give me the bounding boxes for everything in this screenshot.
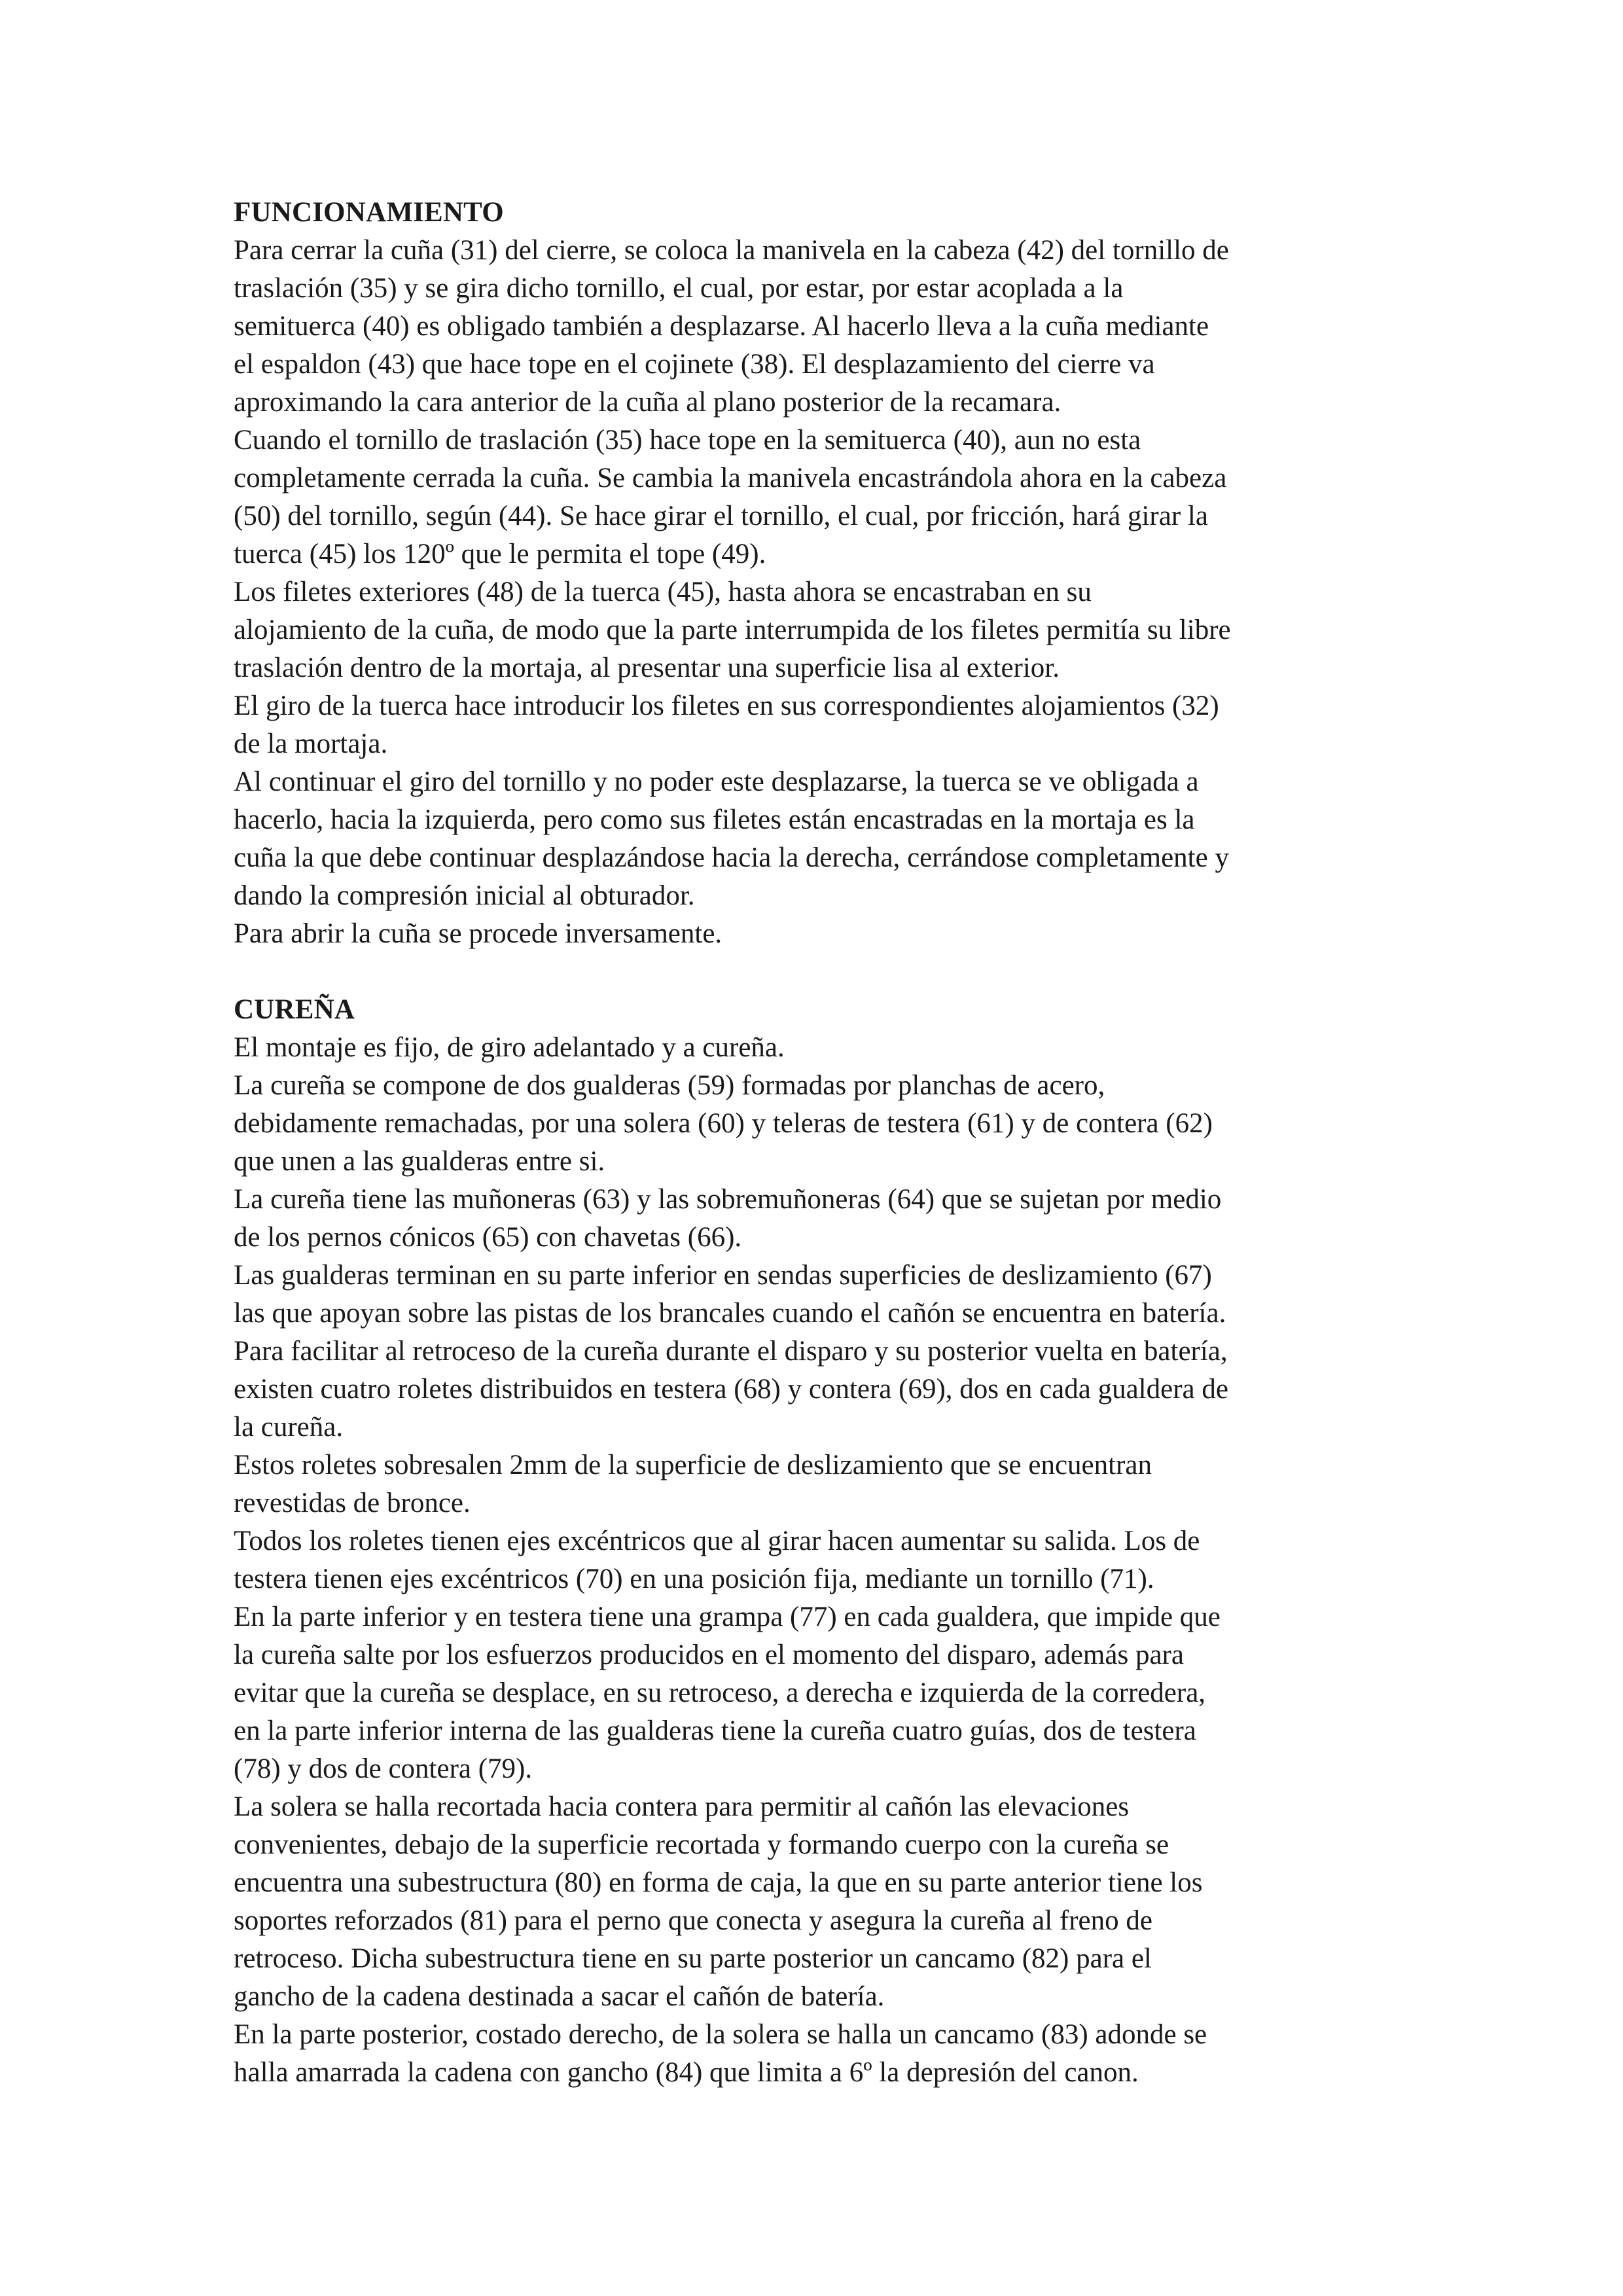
text-line: la cureña salte por los esfuerzos producidos en el momento del disparo, además para bbox=[234, 1640, 1184, 1670]
text-line: alojamiento de la cuña, de modo que la parte interrumpida de los filetes permitía su libre bbox=[234, 615, 1231, 645]
text-line: tuerca (45) los 120º que le permita el tope (49). bbox=[234, 539, 766, 569]
text-line: El giro de la tuerca hace introducir los filetes en sus correspondientes alojamientos (32) bbox=[234, 691, 1219, 721]
text-line: Cuando el tornillo de traslación (35) hace tope en la semituerca (40), aun no esta bbox=[234, 425, 1141, 456]
text-line: traslación dentro de la mortaja, al presentar una superficie lisa al exterior. bbox=[234, 653, 1060, 683]
paragraph bbox=[234, 1598, 1425, 1788]
paragraph bbox=[234, 1446, 1425, 1522]
document-body bbox=[234, 194, 1425, 2092]
text-line: Para cerrar la cuña (31) del cierre, se coloca la manivela en la cabeza (42) del tornillo de bbox=[234, 235, 1229, 266]
text-line: Las gualderas terminan en su parte inferior en sendas superficies de deslizamiento (67) bbox=[234, 1260, 1212, 1291]
text-line: de la mortaja. bbox=[234, 728, 388, 759]
text-line: de los pernos cónicos (65) con chavetas (66). bbox=[234, 1222, 742, 1253]
paragraph bbox=[234, 2016, 1425, 2092]
paragraph bbox=[234, 1029, 1425, 1067]
text-line: testera tienen ejes excéntricos (70) en una posición fija, mediante un tornillo (71). bbox=[234, 1564, 1154, 1594]
text-line: traslación (35) y se gira dicho tornillo, el cual, por estar, por estar acoplada a la bbox=[234, 273, 1124, 304]
text-line: Para abrir la cuña se procede inversamente. bbox=[234, 918, 722, 949]
text-line: La cureña se compone de dos gualderas (59) formadas por planchas de acero, bbox=[234, 1070, 1105, 1101]
text-line: halla amarrada la cadena con gancho (84) que limita a 6º la depresión del canon. bbox=[234, 2057, 1139, 2088]
paragraph bbox=[234, 1181, 1425, 1257]
sections-container bbox=[234, 194, 1425, 2092]
text-line: La solera se halla recortada hacia contera para permitir al cañón las elevaciones bbox=[234, 1791, 1130, 1822]
paragraph bbox=[234, 1067, 1425, 1181]
text-line: El montaje es fijo, de giro adelantado y a cureña. bbox=[234, 1032, 785, 1063]
text-line: la cureña. bbox=[234, 1412, 344, 1443]
text-line: En la parte posterior, costado derecho, de la solera se halla un cancamo (83) adonde se bbox=[234, 2019, 1207, 2050]
text-line: dando la compresión inicial al obturador. bbox=[234, 880, 695, 911]
section-heading: FUNCIONAMIENTO bbox=[234, 197, 504, 228]
paragraph bbox=[234, 422, 1425, 573]
text-line: La cureña tiene las muñoneras (63) y las sobremuñoneras (64) que se sujetan por medio bbox=[234, 1184, 1222, 1215]
text-line: convenientes, debajo de la superficie recortada y formando cuerpo con la cureña se bbox=[234, 1829, 1169, 1860]
text-line: En la parte inferior y en testera tiene una grampa (77) en cada gualdera, que impide que bbox=[234, 1602, 1221, 1632]
text-line: Los filetes exteriores (48) de la tuerca (45), hasta ahora se encastraban en su bbox=[234, 577, 1092, 607]
paragraph bbox=[234, 232, 1425, 422]
text-line: Todos los roletes tienen ejes excéntricos que al girar hacen aumentar su salida. Los de bbox=[234, 1526, 1200, 1556]
text-line: existen cuatro roletes distribuidos en testera (68) y contera (69), dos en cada gualdera de bbox=[234, 1374, 1228, 1405]
paragraph bbox=[234, 1522, 1425, 1598]
text-line: soportes reforzados (81) para el perno que conecta y asegura la cureña al freno de bbox=[234, 1905, 1152, 1936]
paragraph bbox=[234, 1333, 1425, 1446]
text-line: completamente cerrada la cuña. Se cambia la manivela encastrándola ahora en la cabeza bbox=[234, 463, 1227, 493]
text-line: revestidas de bronce. bbox=[234, 1488, 471, 1518]
text-line: gancho de la cadena destinada a sacar el cañón de batería. bbox=[234, 1981, 885, 2012]
paragraph bbox=[234, 687, 1425, 763]
text-line: (50) del tornillo, según (44). Se hace girar el tornillo, el cual, por fricción, hará girar la bbox=[234, 501, 1208, 531]
text-line: cuña la que debe continuar desplazándose hacia la derecha, cerrándose completamente y bbox=[234, 842, 1229, 873]
text-line: Estos roletes sobresalen 2mm de la superficie de deslizamiento que se encuentran bbox=[234, 1450, 1152, 1480]
text-line: debidamente remachadas, por una solera (60) y teleras de testera (61) y de contera (62) bbox=[234, 1108, 1213, 1139]
text-line: aproximando la cara anterior de la cuña al plano posterior de la recamara. bbox=[234, 387, 1061, 418]
text-line: en la parte inferior interna de las gualderas tiene la cureña cuatro guías, dos de testera bbox=[234, 1715, 1196, 1746]
section bbox=[234, 991, 1425, 2092]
text-line: (78) y dos de contera (79). bbox=[234, 1753, 533, 1784]
section-heading: CUREÑA bbox=[234, 994, 355, 1025]
paragraph bbox=[234, 573, 1425, 687]
text-line: retroceso. Dicha subestructura tiene en su parte posterior un cancamo (82) para el bbox=[234, 1943, 1152, 1974]
paragraph bbox=[234, 1257, 1425, 1333]
paragraph bbox=[234, 763, 1425, 915]
text-line: que unen a las gualderas entre si. bbox=[234, 1146, 605, 1177]
paragraph bbox=[234, 1788, 1425, 2016]
paragraph bbox=[234, 915, 1425, 953]
text-line: el espaldon (43) que hace tope en el cojinete (38). El desplazamiento del cierre va bbox=[234, 349, 1155, 380]
text-line: las que apoyan sobre las pistas de los brancales cuando el cañón se encuentra en batería. bbox=[234, 1298, 1226, 1329]
text-line: encuentra una subestructura (80) en forma de caja, la que en su parte anterior tiene los bbox=[234, 1867, 1203, 1898]
text-line: semituerca (40) es obligado también a desplazarse. Al hacerlo lleva a la cuña mediante bbox=[234, 311, 1209, 342]
text-line: Para facilitar al retroceso de la cureña durante el disparo y su posterior vuelta en batería, bbox=[234, 1336, 1228, 1367]
text-line: Al continuar el giro del tornillo y no poder este desplazarse, la tuerca se ve obligada a bbox=[234, 766, 1199, 797]
section bbox=[234, 194, 1425, 953]
text-line: evitar que la cureña se desplace, en su retroceso, a derecha e izquierda de la corredera, bbox=[234, 1677, 1206, 1708]
text-line: hacerlo, hacia la izquierda, pero como sus filetes están encastradas en la mortaja es la bbox=[234, 804, 1195, 835]
